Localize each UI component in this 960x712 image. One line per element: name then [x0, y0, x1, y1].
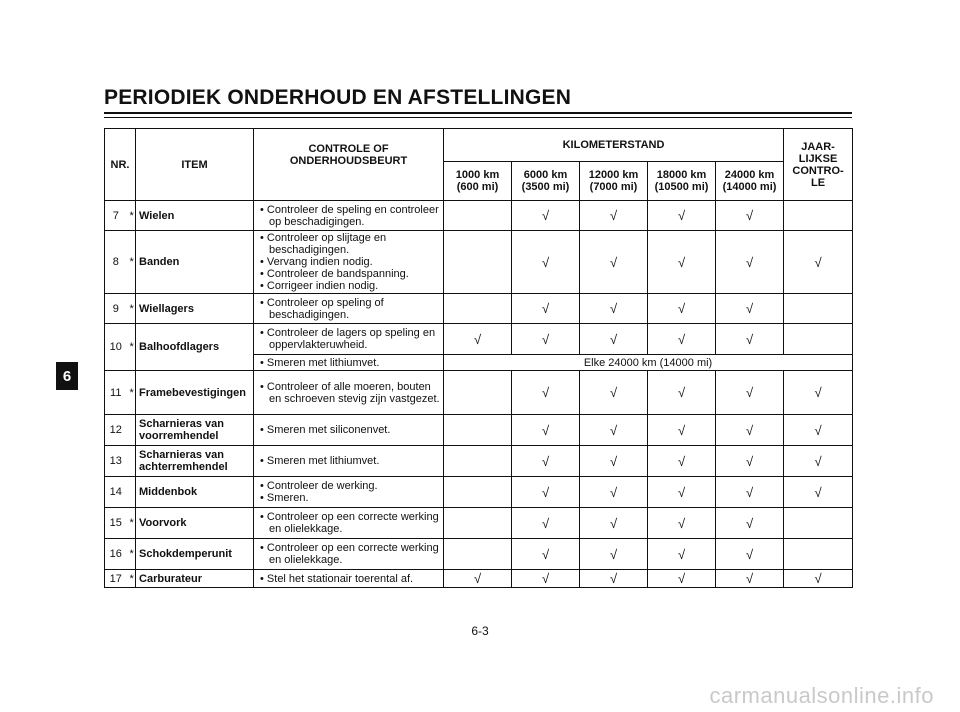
- check-cell: √: [716, 201, 784, 231]
- row-number: 16: [105, 539, 127, 570]
- col-header-control: [254, 129, 444, 201]
- control-bullet: • Stel het stationair toerental af.: [260, 572, 414, 585]
- check-cell: [784, 324, 853, 355]
- check-cell: √: [648, 371, 716, 415]
- check-cell: √: [716, 371, 784, 415]
- check-cell: √: [784, 477, 853, 508]
- check-cell: √: [648, 294, 716, 324]
- col-header-km-3: 18000 km (10500 mi): [648, 162, 716, 201]
- row-control: [254, 324, 444, 355]
- check-cell: √: [648, 446, 716, 477]
- interval-note: Elke 24000 km (14000 mi): [444, 355, 853, 371]
- col-header-km-4: 24000 km (14000 mi): [716, 162, 784, 201]
- control-bullet: • Controleer of alle moeren, bouten en schroeven stevig zijn vastgezet.: [260, 380, 440, 405]
- row-item: Banden: [136, 231, 254, 294]
- row-asterisk: [127, 415, 136, 446]
- check-cell: [444, 294, 512, 324]
- check-cell: √: [716, 415, 784, 446]
- control-bullet: • Vervang indien nodig.: [260, 256, 373, 268]
- row-asterisk: *: [127, 371, 136, 415]
- check-cell: [444, 508, 512, 539]
- header-row-1: [105, 129, 853, 162]
- check-cell: [444, 201, 512, 231]
- row-item: Schokdemperunit: [136, 539, 254, 570]
- table-row: [105, 324, 853, 355]
- table-row: [105, 477, 853, 508]
- control-bullet: • Smeren met siliconenvet.: [260, 424, 391, 436]
- check-cell: [444, 371, 512, 415]
- check-cell: √: [512, 324, 580, 355]
- row-number: 12: [105, 415, 127, 446]
- col-header-km-1: 6000 km (3500 mi): [512, 162, 580, 201]
- maintenance-table: [104, 128, 853, 588]
- check-cell: [444, 415, 512, 446]
- col-header-kilometerstand: KILOMETERSTAND: [444, 129, 784, 162]
- col-header-km-2: 12000 km (7000 mi): [580, 162, 648, 201]
- row-item: Wielen: [136, 201, 254, 231]
- check-cell: √: [512, 294, 580, 324]
- control-bullet: • Controleer de werking.: [260, 480, 378, 492]
- control-bullet: • Controleer op een correcte werking en olielekkage.: [260, 542, 439, 566]
- check-cell: √: [580, 231, 648, 294]
- check-cell: [444, 231, 512, 294]
- row-control: [254, 446, 444, 477]
- check-cell: √: [512, 201, 580, 231]
- row-control: [254, 570, 444, 588]
- control-bullet: • Smeren.: [260, 492, 309, 504]
- row-asterisk: *: [127, 231, 136, 294]
- check-cell: √: [716, 508, 784, 539]
- check-cell: [784, 539, 853, 570]
- check-cell: [444, 539, 512, 570]
- check-cell: √: [444, 570, 512, 588]
- check-cell: [784, 201, 853, 231]
- row-control: [254, 477, 444, 508]
- control-bullet: • Controleer de lagers op speling en oppervlakteruwheid.: [260, 327, 436, 351]
- row-number: 8: [105, 231, 127, 294]
- check-cell: √: [580, 415, 648, 446]
- check-cell: √: [648, 415, 716, 446]
- check-cell: [784, 294, 853, 324]
- title-rule-thick: [104, 112, 852, 114]
- check-cell: √: [512, 539, 580, 570]
- control-bullet: • Controleer op een correcte werking en olielekkage.: [260, 511, 439, 535]
- row-control: [254, 539, 444, 570]
- control-bullet: • Controleer op speling of beschadigingen.: [260, 296, 384, 321]
- row-control: [254, 294, 444, 324]
- row-item: Balhoofdlagers: [136, 324, 254, 371]
- row-number: 17: [105, 570, 127, 588]
- table-row: [105, 539, 853, 570]
- row-item: Carburateur: [136, 570, 254, 588]
- row-asterisk: *: [127, 539, 136, 570]
- col-header-nr: NR.: [105, 129, 136, 201]
- check-cell: √: [580, 508, 648, 539]
- check-cell: √: [580, 446, 648, 477]
- row-asterisk: *: [127, 570, 136, 588]
- row-number: 10: [105, 324, 127, 371]
- col-header-km-0: 1000 km (600 mi): [444, 162, 512, 201]
- check-cell: [784, 508, 853, 539]
- page-number: 6-3: [471, 624, 489, 638]
- table-row: [105, 415, 853, 446]
- check-cell: √: [648, 477, 716, 508]
- row-asterisk: *: [127, 201, 136, 231]
- row-number: 7: [105, 201, 127, 231]
- check-cell: [444, 477, 512, 508]
- check-cell: √: [580, 371, 648, 415]
- table-row: [105, 201, 853, 231]
- check-cell: √: [580, 324, 648, 355]
- check-cell: √: [716, 477, 784, 508]
- control-bullet: • Controleer de bandspanning.: [260, 268, 409, 280]
- table-row: [105, 508, 853, 539]
- check-cell: √: [580, 294, 648, 324]
- check-cell: √: [512, 231, 580, 294]
- row-asterisk: [127, 446, 136, 477]
- control-bullet: • Controleer op slijtage en beschadigingen.: [260, 232, 387, 256]
- check-cell: √: [512, 371, 580, 415]
- check-cell: √: [512, 415, 580, 446]
- check-cell: √: [648, 508, 716, 539]
- row-item: Framebevestigingen: [136, 371, 254, 415]
- row-item: Scharnieras van achterremhendel: [136, 446, 254, 477]
- row-control: [254, 201, 444, 231]
- check-cell: √: [784, 446, 853, 477]
- check-cell: √: [580, 477, 648, 508]
- col-header-item: ITEM: [136, 129, 254, 201]
- check-cell: √: [784, 231, 853, 294]
- row-control: [254, 231, 444, 294]
- row-control: [254, 415, 444, 446]
- check-cell: √: [512, 508, 580, 539]
- page-title: PERIODIEK ONDERHOUD EN AFSTELLINGEN: [104, 86, 572, 109]
- check-cell: √: [648, 570, 716, 588]
- control-bullet: • Smeren met lithiumvet.: [260, 455, 380, 467]
- control-bullet: • Controleer de speling en controleer op beschadigingen.: [260, 203, 439, 228]
- check-cell: √: [444, 324, 512, 355]
- row-control: [254, 355, 444, 371]
- row-item: Voorvork: [136, 508, 254, 539]
- row-number: 14: [105, 477, 127, 508]
- check-cell: √: [716, 294, 784, 324]
- row-item: Scharnieras van voorremhendel: [136, 415, 254, 446]
- check-cell: √: [648, 539, 716, 570]
- check-cell: √: [716, 539, 784, 570]
- row-asterisk: *: [127, 294, 136, 324]
- check-cell: √: [716, 231, 784, 294]
- row-item: Middenbok: [136, 477, 254, 508]
- table-row: [105, 371, 853, 415]
- row-number: 9: [105, 294, 127, 324]
- row-number: 11: [105, 371, 127, 415]
- check-cell: √: [580, 570, 648, 588]
- chapter-tab[interactable]: 6: [56, 362, 78, 390]
- check-cell: √: [648, 231, 716, 294]
- check-cell: √: [716, 324, 784, 355]
- check-cell: √: [512, 446, 580, 477]
- check-cell: √: [580, 201, 648, 231]
- control-bullet: • Corrigeer indien nodig.: [260, 280, 379, 292]
- check-cell: √: [512, 570, 580, 588]
- row-number: 13: [105, 446, 127, 477]
- row-control: [254, 371, 444, 415]
- check-cell: √: [784, 415, 853, 446]
- table-row: [105, 231, 853, 294]
- table-row: [105, 570, 853, 588]
- row-asterisk: *: [127, 508, 136, 539]
- table-row: [105, 294, 853, 324]
- check-cell: [444, 446, 512, 477]
- check-cell: √: [716, 446, 784, 477]
- title-rule-thin: [104, 117, 852, 118]
- check-cell: √: [580, 539, 648, 570]
- row-asterisk: *: [127, 324, 136, 371]
- row-asterisk: [127, 477, 136, 508]
- control-bullet: • Smeren met lithiumvet.: [260, 356, 380, 369]
- check-cell: √: [784, 570, 853, 588]
- row-number: 15: [105, 508, 127, 539]
- check-cell: √: [512, 477, 580, 508]
- check-cell: √: [784, 371, 853, 415]
- check-cell: √: [648, 324, 716, 355]
- check-cell: √: [716, 570, 784, 588]
- table-row: [105, 446, 853, 477]
- col-header-control-text: CONTROLE OF ONDERHOUDSBEURT: [289, 142, 408, 167]
- col-header-yearly: JAAR- LIJKSE CONTRO- LE: [784, 129, 853, 201]
- row-control: [254, 508, 444, 539]
- check-cell: √: [648, 201, 716, 231]
- row-item: Wiellagers: [136, 294, 254, 324]
- watermark-text: carmanualsonline.info: [709, 683, 934, 708]
